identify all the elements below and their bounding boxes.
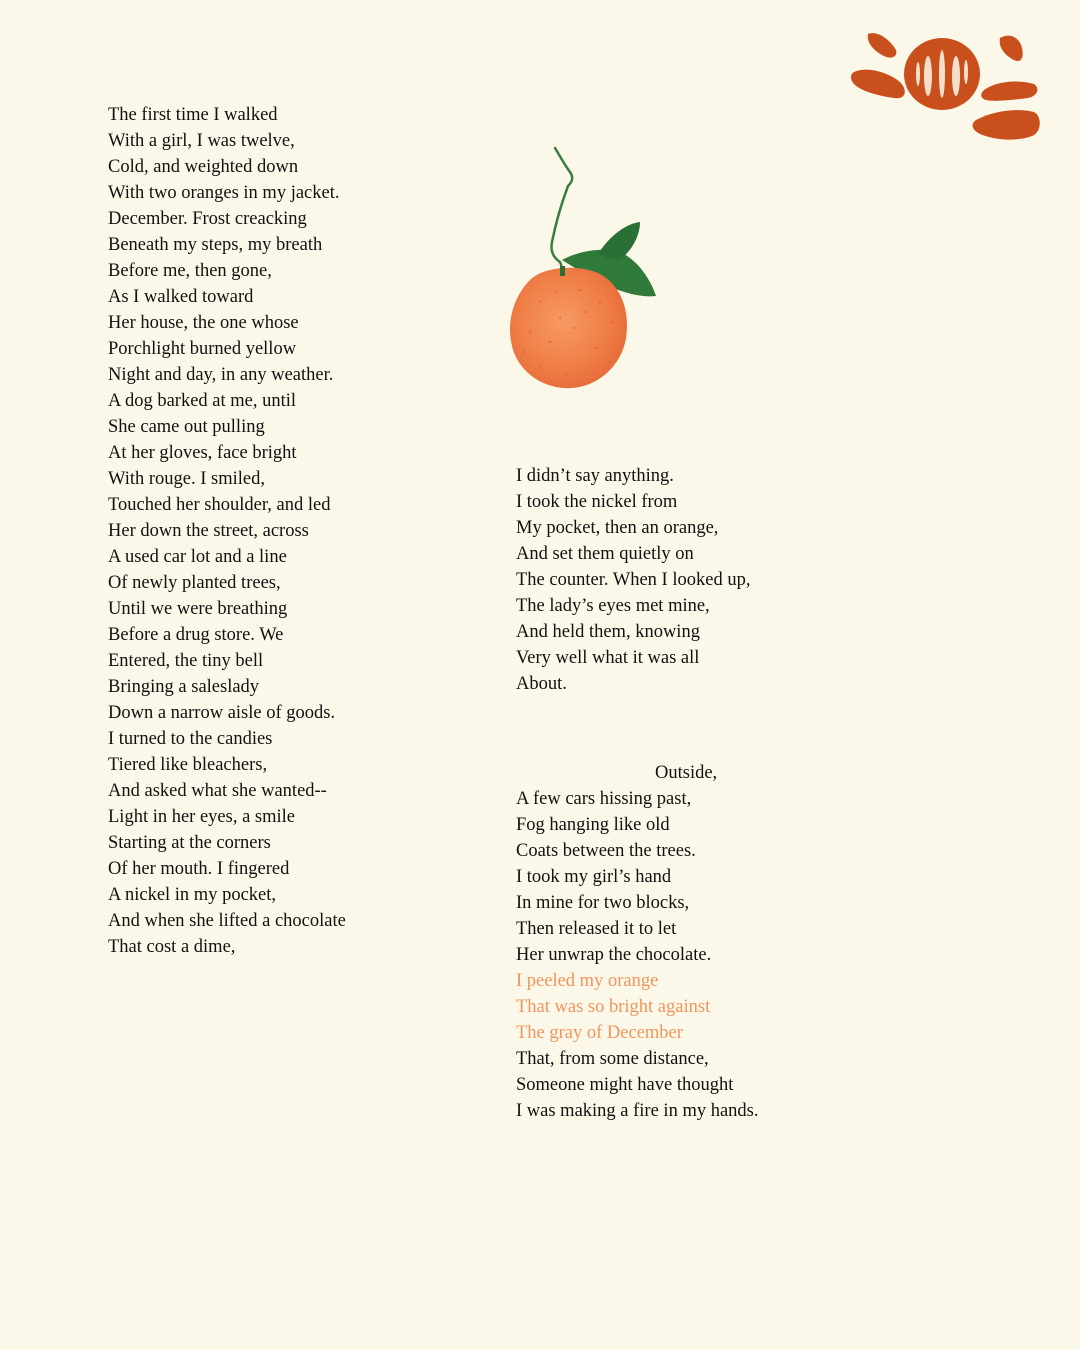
poem-left-column: [108, 102, 346, 960]
crayon-orange-logo-icon: [848, 26, 1044, 144]
poem-line: A dog barked at me, until: [108, 391, 297, 411]
poem-line: Her house, the one whose: [108, 313, 299, 333]
poem-line: My pocket, then an orange,: [516, 518, 719, 538]
poem-line: The first time I walked: [108, 105, 278, 125]
poem-line: Her unwrap the chocolate.: [516, 945, 712, 965]
poem-line: Starting at the corners: [108, 833, 271, 853]
poem-line: Porchlight burned yellow: [108, 339, 297, 359]
poem-line-indented: Outside,: [655, 763, 718, 783]
poem-line: Someone might have thought: [516, 1075, 734, 1095]
poem-line: December. Frost creacking: [108, 209, 307, 229]
poem-line: Until we were breathing: [108, 599, 288, 619]
poem-line: Touched her shoulder, and led: [108, 495, 331, 515]
poem-line: As I walked toward: [108, 287, 254, 307]
poem-line: And held them, knowing: [516, 622, 700, 642]
poem-line: I didn’t say anything.: [516, 466, 674, 486]
poem-line: And when she lifted a chocolate: [108, 911, 346, 931]
poem-line: A used car lot and a line: [108, 547, 287, 567]
poem-line: The lady’s eyes met mine,: [516, 596, 710, 616]
poem-line-highlighted: That was so bright against: [516, 997, 711, 1017]
poem-line: I took the nickel from: [516, 492, 678, 512]
poem-line: I was making a fire in my hands.: [516, 1101, 759, 1121]
poem-line: That cost a dime,: [108, 937, 236, 957]
poem-line: Tiered like bleachers,: [108, 755, 268, 775]
orange-fruit-illustration: [500, 142, 670, 397]
poem-line: Before a drug store. We: [108, 625, 284, 645]
poem-line: Night and day, in any weather.: [108, 365, 334, 385]
poem-line: At her gloves, face bright: [108, 443, 297, 463]
poem-line: Down a narrow aisle of goods.: [108, 703, 336, 723]
poem-line: A few cars hissing past,: [516, 789, 692, 809]
poem-line: Her down the street, across: [108, 521, 309, 541]
poem-line: About.: [516, 674, 567, 694]
poem-line-highlighted: I peeled my orange: [516, 971, 659, 991]
poem-line: Of her mouth. I fingered: [108, 859, 290, 879]
poem-line: That, from some distance,: [516, 1049, 709, 1069]
poem-line: With rouge. I smiled,: [108, 469, 265, 489]
poem-line: Then released it to let: [516, 919, 677, 939]
poem-line: I turned to the candies: [108, 729, 273, 749]
poem-line: And asked what she wanted--: [108, 781, 327, 801]
poem-line: Bringing a saleslady: [108, 677, 260, 697]
poem-line: Coats between the trees.: [516, 841, 696, 861]
poem-line: And set them quietly on: [516, 544, 694, 564]
poem-line: Entered, the tiny bell: [108, 651, 264, 671]
poem-line: Beneath my steps, my breath: [108, 235, 323, 255]
poem-line: I took my girl’s hand: [516, 867, 672, 887]
poem-line: Cold, and weighted down: [108, 157, 299, 177]
poem-line: Before me, then gone,: [108, 261, 272, 281]
poem-right-stanza-1: [516, 463, 750, 697]
poem-line: Very well what it was all: [516, 648, 700, 668]
poem-line: A nickel in my pocket,: [108, 885, 277, 905]
poem-line: With a girl, I was twelve,: [108, 131, 295, 151]
poem-line: Fog hanging like old: [516, 815, 670, 835]
poem-line: Of newly planted trees,: [108, 573, 281, 593]
poem-line: She came out pulling: [108, 417, 265, 437]
poem-line: Light in her eyes, a smile: [108, 807, 296, 827]
poem-right-stanza-2: [516, 760, 759, 1124]
poem-line-highlighted: The gray of December: [516, 1023, 683, 1043]
poem-line: With two oranges in my jacket.: [108, 183, 340, 203]
poem-line: In mine for two blocks,: [516, 893, 690, 913]
poem-line: The counter. When I looked up,: [516, 570, 751, 590]
